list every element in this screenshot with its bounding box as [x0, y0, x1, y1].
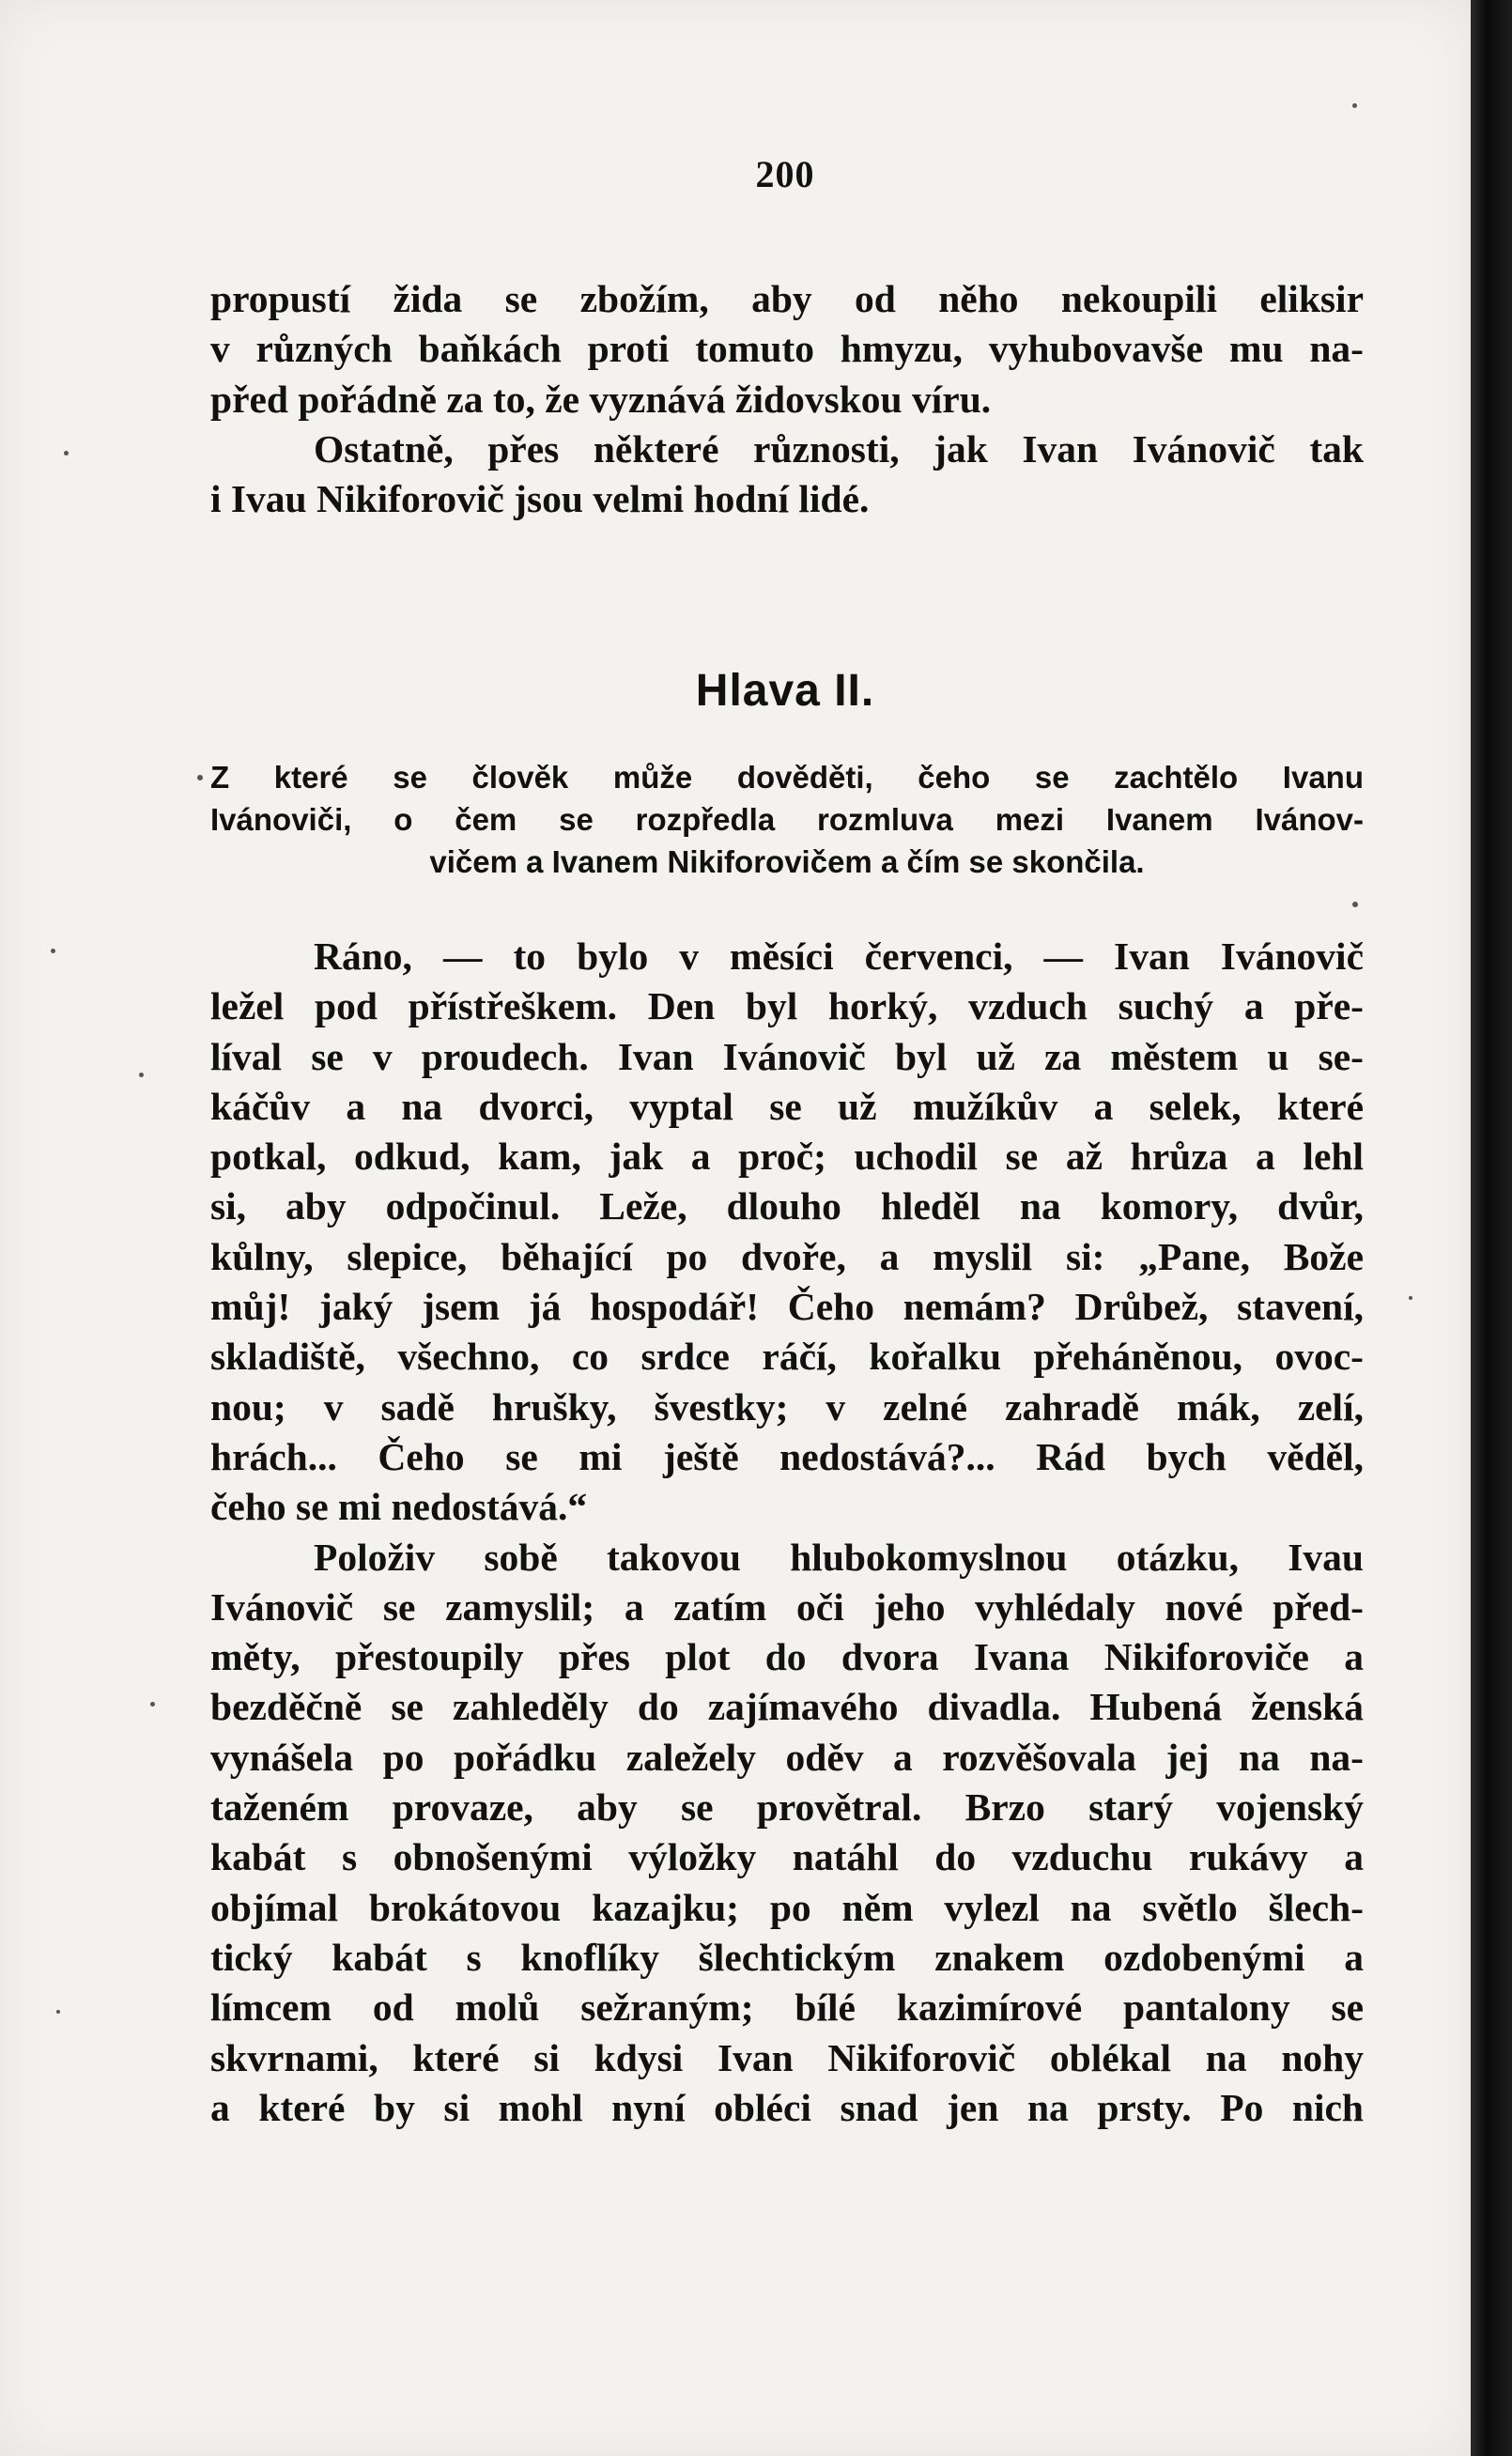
summary-line: Ivánoviči, o čem se rozpředla rozmluva mezi Ivanem Ivánov-	[210, 802, 1364, 837]
text-line: čeho se mi nedostává.“	[210, 1485, 588, 1529]
text-line: líval se v proudech. Ivan Ivánovič byl už za městem u se-	[210, 1034, 1364, 1078]
paragraph-body-one	[210, 932, 1364, 2133]
text-line: taženém provaze, aby se provětral. Brzo starý vojenský	[210, 1785, 1364, 1830]
text-line: nou; v sadě hrušky, švestky; v zelné zahradě mák, zelí,	[210, 1384, 1364, 1429]
text-line: můj! jaký jsem já hospodář! Čeho nemám? Drůbež, stavení,	[210, 1285, 1364, 1329]
text-line: Ráno, — to bylo v měsíci červenci, — Ivan Ivánovič	[314, 935, 1364, 978]
text-line: límcem od molů sežraným; bílé kazimírové pantalony se	[210, 1985, 1364, 2030]
summary-line: Z které se člověk může dověděti, čeho se zachtělo Ivanu	[210, 760, 1364, 795]
scan-speck	[51, 949, 55, 953]
text-line: káčův a na dvorci, vyptal se už mužíkův a selek, které	[210, 1084, 1364, 1128]
text-line: Ostatně, přes některé různosti, jak Ivan Ivánovič tak	[314, 426, 1364, 471]
text-line: skladiště, všechno, co srdce ráčí, kořalku přeháněnou, ovoc-	[210, 1335, 1364, 1379]
text-line: bezděčně se zahleděly do zajímavého divadla. Hubená ženská	[210, 1685, 1364, 1729]
text-line: potkal, odkud, kam, jak a proč; uchodil se až hrůza a lehl	[210, 1135, 1364, 1179]
text-line: si, aby odpočinul. Leže, dlouho hleděl na komory, dvůr,	[210, 1184, 1364, 1228]
scan-speck	[197, 775, 203, 780]
scan-speck	[139, 1073, 144, 1077]
scan-speck	[1409, 1296, 1412, 1300]
text-line: před pořádně za to, že vyznává židovskou víru.	[210, 377, 992, 421]
text-line: kůlny, slepice, běhající po dvoře, a myslil si: „Pane, Bože	[210, 1234, 1364, 1278]
book-spine-shadow	[1471, 0, 1512, 2456]
text-line: v různých baňkách proti tomuto hmyzu, vyhubovavše mu na-	[210, 327, 1364, 371]
scan-speck	[1352, 103, 1357, 108]
text-line: měty, přestoupily přes plot do dvora Ivana Nikiforoviče a	[210, 1635, 1364, 1679]
text-line: ležel pod přístřeškem. Den byl horký, vzduch suchý a pře-	[210, 984, 1364, 1028]
page-number: 200	[755, 153, 815, 195]
text-line: i Ivau Nikiforovič jsou velmi hodní lidé.	[210, 477, 870, 521]
text-line: a které by si mohl nyní obléci snad jen na prsty. Po nich	[210, 2085, 1364, 2129]
scan-speck	[56, 2010, 60, 2014]
text-line: Položiv sobě takovou hlubokomyslnou otázku, Ivau	[314, 1535, 1364, 1579]
paragraph-continuation	[210, 274, 1364, 524]
scan-speck	[64, 451, 69, 456]
text-line: vynášela po pořádku zaležely oděv a rozvěšovala jej na na-	[210, 1735, 1364, 1779]
scan-speck	[1352, 902, 1358, 907]
summary-line: vičem a Ivanem Nikiforovičem a čím se skončila.	[429, 844, 1145, 879]
chapter-summary	[210, 756, 1364, 883]
scan-speck	[150, 1702, 155, 1707]
text-line: Ivánovič se zamyslil; a zatím oči jeho vyhlédaly nové před-	[210, 1584, 1364, 1629]
text-line: skvrnami, které si kdysi Ivan Nikiforovič oblékal na nohy	[210, 2035, 1364, 2079]
text-line: tický kabát s knoflíky šlechtickým znakem ozdobenými a	[210, 1935, 1364, 1979]
chapter-title: Hlava II.	[695, 666, 875, 716]
text-line: propustí žida se zbožím, aby od něho nekoupili eliksir	[210, 277, 1364, 320]
text-line: objímal brokátovou kazajku; po něm vylezl na světlo šlech-	[210, 1885, 1364, 1929]
text-line: hrách... Čeho se mi ještě nedostává?... Rád bych věděl,	[210, 1434, 1364, 1478]
text-line: kabát s obnošenými výložky natáhl do vzduchu rukávy a	[210, 1835, 1364, 1879]
